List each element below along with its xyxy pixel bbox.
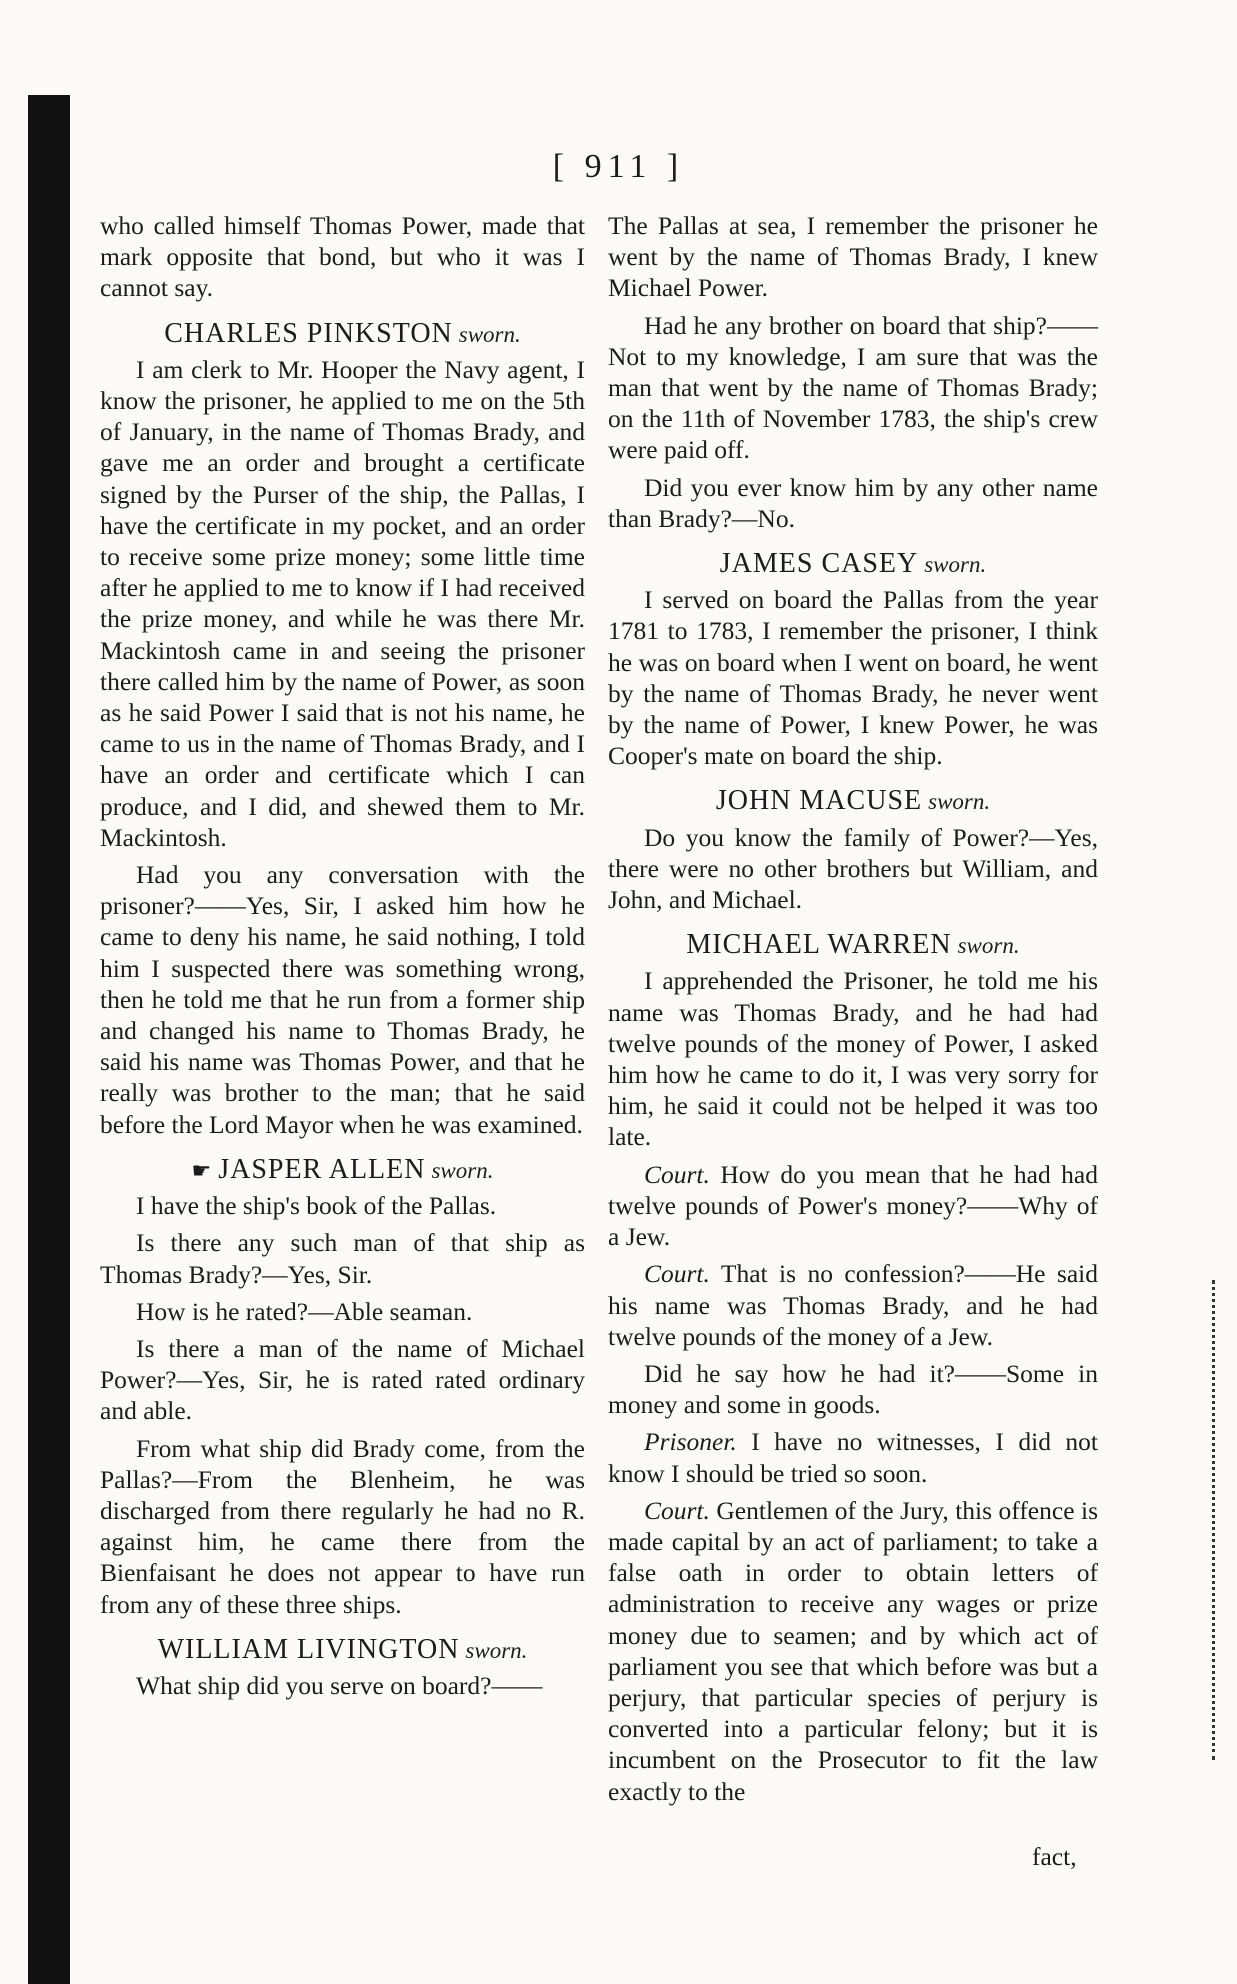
prisoner-statement xyxy=(608,1426,1098,1488)
witness-heading xyxy=(100,1154,585,1186)
speaker-label: Prisoner. xyxy=(644,1427,737,1457)
testimony-paragraph: I served on board the Pallas from the year 1781 to 1783, I remember the prisoner, I think he was on board when I went on board, he went by the name of Thomas Brady, he never went by the name of Power, I knew Power, he was Cooper's mate on board the ship. xyxy=(608,585,1098,771)
testimony-paragraph: I apprehended the Prisoner, he told me his name was Thomas Brady, and he had had twelve pounds of the money of Power, I asked him how he came to do it, I was very sorry for him, he said it could not be helped it was too late. xyxy=(608,966,1098,1152)
testimony-paragraph: Had he any brother on board that ship?——Not to my knowledge, I am sure that was the man that went by the name of Thomas Brady; on the 11th of November 1783, the ship's crew were paid off. xyxy=(608,310,1098,465)
testimony-paragraph: From what ship did Brady come, from the Pallas?—From the Blenheim, he was discharged from there regularly he had no R. against him, he came there from the Bienfaisant he does not appear to have run from any of these three ships. xyxy=(100,1433,585,1619)
speaker-label: Court. xyxy=(644,1495,710,1525)
right-column xyxy=(608,210,1098,1813)
witness-name: JASPER ALLEN xyxy=(218,1153,426,1185)
page-edge-marks xyxy=(1212,1280,1229,1760)
testimony-paragraph: Is there any such man of that ship as Thomas Brady?—Yes, Sir. xyxy=(100,1228,585,1289)
testimony-paragraph: What ship did you serve on board?—— xyxy=(136,1670,543,1700)
witness-heading xyxy=(100,318,585,350)
sworn-label: sworn. xyxy=(924,552,987,578)
testimony-paragraph: Did he say how he had it?——Some in money and some in goods. xyxy=(608,1358,1098,1420)
sworn-label: sworn. xyxy=(458,321,521,347)
witness-heading xyxy=(608,548,1098,580)
testimony-paragraph: Is there a man of the name of Michael Power?—Yes, Sir, he is rated rated ordinary and able. xyxy=(100,1333,585,1426)
speaker-label: Court. xyxy=(644,1159,710,1189)
page-number: [ 911 ] xyxy=(552,148,685,185)
court-summing-up xyxy=(608,1495,1098,1807)
court-exchange xyxy=(608,1159,1098,1253)
court-exchange xyxy=(608,1258,1098,1352)
testimony-paragraph: I have the ship's book of the Pallas. xyxy=(136,1191,497,1221)
testimony-paragraph: How is he rated?—Able seaman. xyxy=(136,1296,473,1326)
testimony-paragraph: Do you know the family of Power?—Yes, there were no other brothers but William, and John, and Michael. xyxy=(608,822,1098,915)
left-column xyxy=(100,210,585,1707)
catchword: fact, xyxy=(1032,1842,1077,1871)
exchange-text: I have no witnesses, I did not know I should be tried so soon. xyxy=(608,1427,1098,1488)
pointing-hand-icon: ☛ xyxy=(191,1157,213,1183)
exchange-text: Gentlemen of the Jury, this offence is made capital by an act of parliament; to take a false oath in order to obtain letters of administration to receive any wages or prize money due to seamen; and by which act of parliament you see that which before was but a perjury, that particular species of perjury is converted into a particular felony; but it is incumbent on the Prosecutor to fit the law exactly to the xyxy=(608,1495,1099,1806)
witness-heading xyxy=(100,1634,585,1666)
testimony-paragraph: Did you ever know him by any other name than Brady?—No. xyxy=(608,472,1098,533)
paragraph: The Pallas at sea, I remember the prisoner he went by the name of Thomas Brady, I knew Michael Power. xyxy=(608,211,1098,303)
sworn-label: sworn. xyxy=(465,1637,528,1663)
witness-heading xyxy=(608,785,1098,817)
binding-edge-shadow xyxy=(28,95,70,1984)
exchange-text: That is no confession?——He said his name was Thomas Brady, and he had twelve pounds of the money of a Jew. xyxy=(608,1259,1098,1351)
sworn-label: sworn. xyxy=(928,789,991,815)
sworn-label: sworn. xyxy=(431,1157,494,1183)
speaker-label: Court. xyxy=(644,1259,710,1289)
witness-name: MICHAEL WARREN xyxy=(686,929,952,961)
testimony-paragraph: Had you any conversation with the prisoner?——Yes, Sir, I asked him how he came to deny his name, he said nothing, I told him I suspected there was something wrong, then he told me that he run from a former ship and changed his name to Thomas Brady, he said his name was Thomas Power, and that he really was brother to the man; that he said before the Lord Mayor when he was examined. xyxy=(100,860,585,1139)
witness-name: WILLIAM LIVINGTON xyxy=(157,1633,460,1665)
sworn-label: sworn. xyxy=(957,933,1020,959)
paragraph: who called himself Thomas Power, made that mark opposite that bond, but who it was I cannot say. xyxy=(100,211,585,303)
witness-heading xyxy=(608,929,1098,961)
witness-name: JAMES CASEY xyxy=(719,548,919,580)
exchange-text: How do you mean that he had had twelve pounds of Power's money?——Why of a Jew. xyxy=(608,1159,1098,1252)
witness-name: JOHN MACUSE xyxy=(715,785,923,817)
witness-name: CHARLES PINKSTON xyxy=(164,317,453,349)
testimony-paragraph: I am clerk to Mr. Hooper the Navy agent, I know the prisoner, he applied to me on the 5th of January, in the name of Thomas Brady, and gave me an order and brought a certificate signed by the Purser of the ship, the Pallas, I have the certificate in my pocket, and an order to receive some prize money; some little time after he applied to me to know if I had received the prize money, and while he was there Mr. Mackintosh came in and seeing the prisoner there called him by the name of Power, as soon as he said Power I said that is not his name, he came to us in the name of Thomas Brady, and I have an order and certificate which I can produce, and I did, and shewed them to Mr. Mackintosh. xyxy=(100,354,585,852)
